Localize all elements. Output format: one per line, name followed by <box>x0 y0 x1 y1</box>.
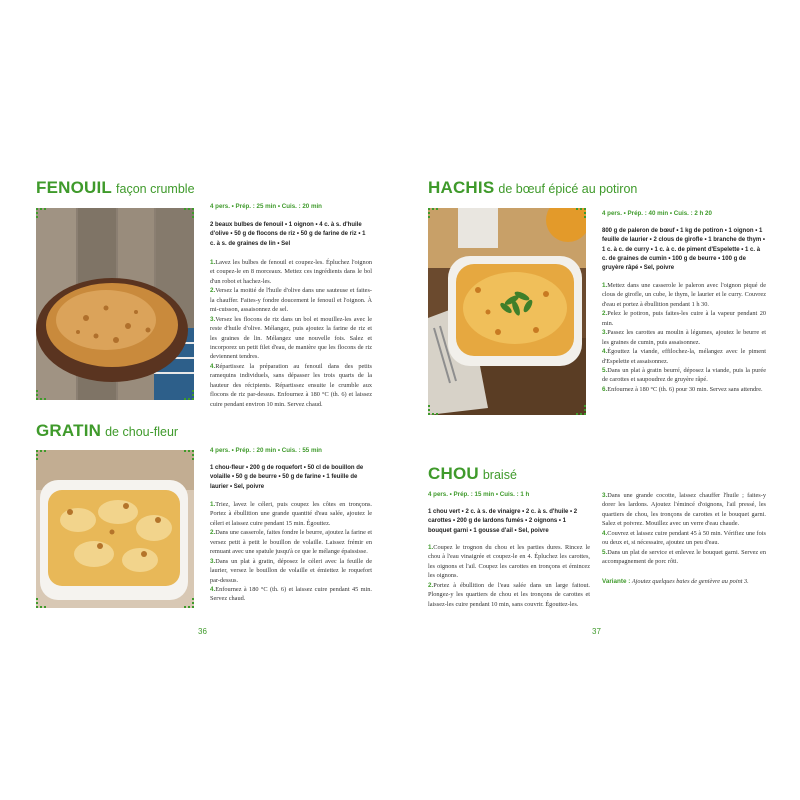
step: 1.Triez, lavez le céleri, puis coupez les côtes en tronçons. Portez à ébullition une grande quantité d'eau salée, ajoutez le céleri et laissez cuire pendant 15 min. Égouttez. <box>210 501 372 527</box>
frame-corner-icon <box>576 208 586 218</box>
step: 3.Versez les flocons de riz dans un bol et mouillez-les avec le reste d'huile d'olive. Mélangez, puis ajoutez la farine de riz et les graines de lin. Mélangez une nouvelle fois. Salez et incorporez un petit filet d'eau, de manière que les flocons de riz deviennent tendres. <box>210 315 372 361</box>
frame-corner-icon <box>576 405 586 415</box>
recipe-title-fenouil: FENOUIL façon crumble <box>36 178 195 197</box>
step: 4.Enfournez à 180 °C (th. 6) et laissez cuire pendant 45 min. Servez chaud. <box>210 585 372 603</box>
frame-corner-icon <box>428 405 438 415</box>
step: 6.Enfournez à 180 °C (th. 6) pour 30 min. Servez sans attendre. <box>602 385 763 393</box>
page-number-left: 36 <box>198 627 207 636</box>
gratin-photo <box>36 450 194 608</box>
step: 4.Égouttez la viande, effilochez-la, mélangez avec le piment d'Espelette et assaisonnez. <box>602 348 766 365</box>
recipe-title-hachis: HACHIS de bœuf épicé au potiron <box>428 178 638 197</box>
step: 5.Dans un plat à gratin beurré, déposez la viande, puis la purée de carottes et saupoudrez de gruyère râpé. <box>602 366 766 384</box>
step: 1.Coupez le trognon du chou et les parties dures. Rincez le chou à l'eau vinaigrée et coupez-le en 4. Épluchez les carottes, les oignons et l'ail. Coupez les carottes en tronçons et émincez les oignons. <box>428 544 590 580</box>
step: 4.Répartissez la préparation au fenouil dans des petits ramequins individuels, sans dépasser les trois quarts de la hauteur des récipients. Répartissez ensuite le crumble aux flocons de riz par-dessus. Enfournez à 180 °C (th. 6) et laissez cuire pendant environ 10 min. Servez chaud. <box>210 362 372 408</box>
step: 4.Couvrez et laissez cuire pendant 45 à 50 min. Vérifiez une fois ou deux et, si nécessaire, ajoutez un peu d'eau. <box>602 529 766 547</box>
frame-corner-icon <box>36 598 46 608</box>
recipe-meta: 4 pers. • Prép. : 20 min • Cuis. : 55 min <box>210 447 322 454</box>
frame-corner-icon <box>184 450 194 460</box>
step: 1.Mettez dans une casserole le paleron avec l'oignon piqué de clous de girofle, un cube, le thym, le laurier et le curry. Couvrez d'eau et portez à ébullition pendant 1 h 30. <box>602 282 766 308</box>
recipe-meta: 4 pers. • Prép. : 15 min • Cuis. : 1 h <box>428 491 530 498</box>
recipe-steps-col1 <box>428 543 590 609</box>
fenouil-photo <box>36 208 194 400</box>
hachis-photo <box>428 208 586 415</box>
step: 3.Passez les carottes au moulin à légumes, ajoutez le beurre et les graines de cumin, puis assaisonnez. <box>602 329 766 346</box>
ingredients: 1 chou vert • 2 c. à s. de vinaigre • 2 c. à s. d'huile • 2 carottes • 200 g de lardons fumés • 2 oignons • 1 bouquet garni • 1 gousse d'ail • Sel, poivre <box>428 509 578 534</box>
frame-corner-icon <box>36 390 46 400</box>
recipe-steps <box>210 500 372 604</box>
recipe-steps <box>602 281 766 394</box>
step: 2.Versez la moitié de l'huile d'olive dans une sauteuse et faites-la chauffer. Faites-y fondre doucement le fenouil et l'oignon. À mi-cuisson, assaisonnez de sel. <box>210 287 372 314</box>
step: 5.Dans un plat de service et enlevez le bouquet garni. Servez en accompagnement de porc rôti. <box>602 548 766 566</box>
step: 3.Dans une grande cocotte, laissez chauffer l'huile ; faites-y dorer les lardons. Ajoutez l'émincé d'oignons, l'ail pressé, les quartiers de chou, les tronçons de carottes et le bouquet garni. Salez et poivrez. Mouillez avec un verre d'eau chaude. <box>602 492 766 528</box>
frame-corner-icon <box>184 598 194 608</box>
step: 1.Lavez les bulbes de fenouil et coupez-les. Épluchez l'oignon et coupez-le en 8 morceaux. Mettez ces ingrédients dans le bol d'un robot et hachez-les. <box>210 259 372 285</box>
page-number-right: 37 <box>592 627 601 636</box>
recipe-title-gratin: GRATIN de chou-fleur <box>36 421 179 440</box>
step: 3.Dans un plat à gratin, déposez le céleri avec la feuille de laurier, versez le bouillon de volaille et émiettez le roquefort par-dessus. <box>210 557 372 584</box>
recipe-steps <box>210 258 372 409</box>
step: 2.Pelez le potiron, puis faites-les cuire à la vapeur pendant 20 min. <box>602 310 766 327</box>
step: 2.Dans une casserole, faites fondre le beurre, ajoutez la farine et versez petit à petit le bouillon de volaille. Laissez frémir en remuant avec une spatule jusqu'à ce que le mélange épaississe. <box>210 529 372 556</box>
recipe-steps-col2 <box>602 491 766 567</box>
step: 2.Portez à ébullition de l'eau salée dans un large faitout. Plongez-y les quartiers de chou et les tronçons de carottes et laissez-les cuire pendant 10 min, sans couvrir. Égouttez-les. <box>428 581 590 608</box>
frame-corner-icon <box>184 390 194 400</box>
frame-corner-icon <box>36 208 46 218</box>
recipe-meta: 4 pers. • Prép. : 40 min • Cuis. : 2 h 20 <box>602 210 712 217</box>
ingredients: 1 chou-fleur • 200 g de roquefort • 50 cl de bouillon de volaille • 50 g de beurre • 50 g de farine • 1 feuille de laurier • Sel, poivre <box>210 465 364 490</box>
ingredients: 800 g de paleron de bœuf • 1 kg de potiron • 1 oignon • 1 feuille de laurier • 2 clous de girofle • 1 branche de thym • 1 c. à c. de curry • 1 c. à c. de piment d'Espelette • 1 c. à c. de graines de cumin • 100 g de beurre • 100 g de gruyère râpé • Sel, poivre <box>602 228 766 272</box>
recipe-title-chou: CHOU braisé <box>428 464 517 483</box>
frame-corner-icon <box>184 208 194 218</box>
variante-note: Variante : Ajoutez quelques baies de genièvre au point 3. <box>602 578 749 585</box>
frame-corner-icon <box>428 208 438 218</box>
frame-corner-icon <box>36 450 46 460</box>
recipe-meta: 4 pers. • Prép. : 25 min • Cuis. : 20 min <box>210 203 322 210</box>
ingredients: 2 beaux bulbes de fenouil • 1 oignon • 4 c. à s. d'huile d'olive • 50 g de flocons de riz • 50 g de farine de riz • 1 c. à s. de graines de lin • Sel <box>210 222 366 247</box>
